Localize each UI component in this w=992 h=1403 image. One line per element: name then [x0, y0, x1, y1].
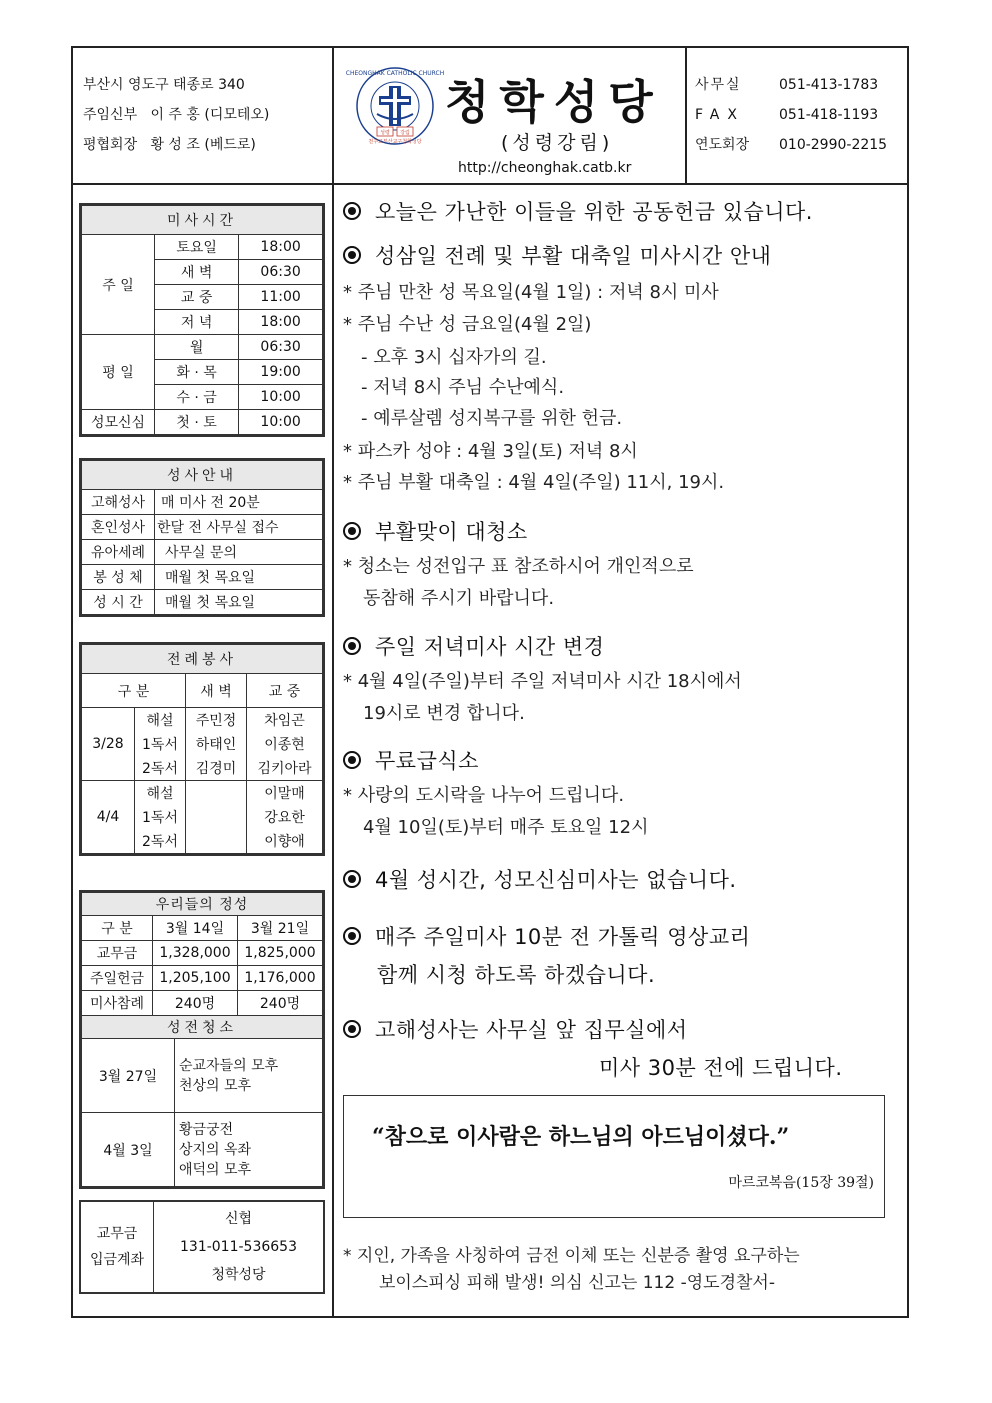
notice-continuation: 미사 30분 전에 드립니다.	[599, 1056, 843, 1080]
sacrament-value: 사무실 문의	[155, 540, 323, 565]
mass-day: 저 녁	[155, 310, 239, 335]
liturgy-name: 이종현	[247, 732, 323, 756]
offerings-header: 3월 21일	[238, 916, 323, 941]
account-table	[81, 1202, 323, 1292]
cleaning-group: 황금궁전	[179, 1121, 234, 1138]
contact-office	[695, 70, 887, 100]
notice-heading	[343, 1014, 688, 1044]
sacrament-value: 매월 첫 목요일	[155, 590, 323, 615]
cleaning-groups	[175, 1039, 323, 1113]
liturgy-table	[81, 644, 323, 854]
cleaning-date: 4월 3일	[82, 1113, 175, 1187]
table-row	[82, 966, 323, 991]
scripture-quote: “참으로 이사람은 하느님의 아드님이셨다.”	[372, 1124, 790, 1150]
sacrament-value: 매월 첫 목요일	[155, 565, 323, 590]
church-url[interactable]: http://cheonghak.catb.kr	[458, 160, 632, 176]
mass-time: 18:00	[239, 235, 323, 260]
council-president: 평협회장 황 성 조 (베드로)	[83, 137, 256, 153]
mass-day: 새 벽	[155, 260, 239, 285]
mass-time: 19:00	[239, 360, 323, 385]
notice-heading	[343, 745, 479, 775]
mass-time: 06:30	[239, 260, 323, 285]
church-logo-icon	[345, 66, 445, 146]
liturgy-name: 이향애	[247, 829, 323, 854]
offering-value: 240명	[153, 991, 238, 1016]
notice-heading-text: 부활맞이 대청소	[375, 520, 528, 544]
contact-value: 051-413-1783	[779, 77, 879, 93]
account-box	[79, 1200, 325, 1294]
header-divider	[332, 48, 334, 183]
notice-line: * 4월 4일(주일)부터 주일 저녁미사 시간 18시에서	[343, 671, 742, 692]
notice-line: * 주님 만찬 성 목요일(4월 1일) : 저녁 8시 미사	[343, 282, 719, 303]
contact-value: 010-2990-2215	[779, 137, 888, 153]
notice-line: 19시로 변경 합니다.	[363, 703, 525, 724]
sunday-label: 주 일	[82, 235, 155, 335]
notice-heading	[343, 864, 737, 894]
offering-value: 1,205,100	[153, 966, 238, 991]
liturgy-date: 3/28	[82, 708, 135, 781]
logo-seal-left: 성령	[380, 130, 390, 136]
notice-heading-text: 고해성사는 사무실 앞 집무실에서	[375, 1018, 688, 1042]
table-row	[82, 1113, 323, 1187]
table-row	[82, 941, 323, 966]
notice-line: * 주님 부활 대축일 : 4월 4일(주일) 11시, 19시.	[343, 472, 725, 493]
notice-heading-text: 무료급식소	[375, 749, 479, 773]
account-holder: 청학성당	[211, 1267, 266, 1283]
bullet-icon	[343, 751, 361, 769]
bullet-icon	[343, 637, 361, 655]
liturgy-role: 해설	[135, 708, 186, 733]
notice-line: * 파스카 성야 : 4월 3일(토) 저녁 8시	[343, 441, 638, 462]
cleaning-group: 상지의 옥좌	[179, 1141, 252, 1158]
table-row	[82, 916, 323, 941]
notice-heading-text: 주일 저녁미사 시간 변경	[375, 635, 605, 659]
offering-label: 교무금	[82, 941, 153, 966]
notice-heading	[343, 921, 750, 951]
liturgy-name: 하태인	[186, 732, 247, 756]
mass-times-table	[81, 205, 323, 435]
notice-line: * 청소는 성전입구 표 참조하시어 개인적으로	[343, 556, 694, 577]
bullet-icon	[343, 927, 361, 945]
contact-value: 051-418-1193	[779, 107, 879, 123]
pastor-name: 주임신부 이 주 홍 (디모테오)	[83, 107, 270, 123]
table-row	[82, 490, 323, 515]
sacrament-label: 봉 성 체	[82, 565, 155, 590]
scripture-quote-box	[343, 1095, 885, 1218]
liturgy-name: 김키아라	[247, 756, 323, 781]
liturgy-date: 4/4	[82, 781, 135, 854]
liturgy-role: 1독서	[135, 805, 186, 829]
bulletin-frame	[71, 46, 909, 1318]
offerings-title: 우리들의 정성	[82, 893, 323, 916]
table-row	[82, 674, 323, 708]
sacrament-label: 고해성사	[82, 490, 155, 515]
mass-day: 수 · 금	[155, 385, 239, 410]
contact-label: 사무실	[695, 77, 742, 93]
notice-line: - 오후 3시 십자가의 길.	[361, 347, 547, 368]
bullet-icon	[343, 870, 361, 888]
liturgy-name: 김경미	[186, 756, 247, 781]
mass-time: 11:00	[239, 285, 323, 310]
weekday-label: 평 일	[82, 335, 155, 410]
notice-line: - 저녁 8시 주님 수난예식.	[361, 377, 565, 398]
mass-time: 06:30	[239, 335, 323, 360]
table-row	[82, 540, 323, 565]
mass-time: 18:00	[239, 310, 323, 335]
sacrament-label: 유아세례	[82, 540, 155, 565]
notice-heading	[343, 240, 771, 270]
warning-line-2: 보이스피싱 피해 발생! 의심 신고는 112 -영도경찰서-	[379, 1273, 775, 1293]
header	[73, 48, 907, 185]
header-divider-right	[685, 48, 687, 183]
church-address: 부산시 영도구 태종로 340	[83, 77, 245, 93]
liturgy-name: 강요한	[247, 805, 323, 829]
table-row	[82, 235, 323, 260]
table-row	[82, 565, 323, 590]
cleaning-group: 애덕의 모후	[179, 1161, 252, 1178]
table-row	[82, 991, 323, 1016]
offerings-box	[79, 890, 325, 1189]
sacrament-value: 한달 전 사무실 접수	[155, 515, 323, 540]
liturgy-header: 새 벽	[186, 674, 247, 708]
mass-day: 토요일	[155, 235, 239, 260]
table-row	[82, 515, 323, 540]
notice-heading	[343, 196, 813, 226]
sacraments-title: 성사안내	[82, 461, 323, 490]
notice-line: * 사랑의 도시락을 나누어 드립니다.	[343, 785, 625, 806]
account-label-line: 교무금	[96, 1226, 138, 1242]
liturgy-header: 교 중	[247, 674, 323, 708]
warning-line-1: * 지인, 가족을 사칭하여 금전 이체 또는 신분증 촬영 요구하는	[343, 1246, 800, 1266]
liturgy-role: 1독서	[135, 732, 186, 756]
sacrament-value: 매 미사 전 20분	[155, 490, 323, 515]
bullet-icon	[343, 522, 361, 540]
sacrament-label: 성 시 간	[82, 590, 155, 615]
account-label	[81, 1202, 154, 1292]
contact-fax	[695, 100, 887, 130]
sacraments-table	[81, 460, 323, 615]
bullet-icon	[343, 202, 361, 220]
mass-day: 첫 · 토	[155, 410, 239, 435]
contact-list	[695, 70, 887, 160]
column-divider	[332, 183, 334, 1318]
account-bank: 신협	[224, 1211, 253, 1227]
offering-value: 1,328,000	[153, 941, 238, 966]
table-row	[82, 590, 323, 615]
cleaning-group: 천상의 모후	[179, 1077, 252, 1094]
notice-heading	[343, 516, 528, 546]
cleaning-groups	[175, 1113, 323, 1187]
scripture-reference: 마르코복음(15장 39절)	[728, 1175, 874, 1191]
mass-day: 교 중	[155, 285, 239, 310]
liturgy-name	[186, 781, 247, 854]
mass-special-label: 성모신심	[82, 410, 155, 435]
table-row	[82, 335, 323, 360]
mass-times-title: 미사시간	[82, 206, 323, 235]
offering-value: 1,825,000	[238, 941, 323, 966]
offering-value: 1,176,000	[238, 966, 323, 991]
church-subtitle: (성령강림)	[501, 132, 614, 154]
liturgy-role: 해설	[135, 781, 186, 806]
bullet-icon	[343, 246, 361, 264]
table-row	[82, 410, 323, 435]
notice-heading-text: 매주 주일미사 10분 전 가톨릭 영상교리	[375, 925, 751, 949]
liturgy-header: 구 분	[82, 674, 186, 708]
liturgy-name: 차임곤	[247, 708, 323, 733]
notice-line: - 예루살렘 성지복구를 위한 헌금.	[361, 408, 623, 429]
notice-line: 4월 10일(토)부터 매주 토요일 12시	[363, 817, 649, 838]
mass-day: 월	[155, 335, 239, 360]
contact-label: FAX	[695, 107, 745, 123]
notice-line: * 주님 수난 성 금요일(4월 2일)	[343, 314, 592, 335]
logo-seal-right: 강림	[400, 130, 410, 136]
mass-times-box	[79, 203, 325, 437]
liturgy-title: 전례봉사	[82, 645, 323, 674]
cleaning-group: 순교자들의 모후	[179, 1057, 279, 1074]
notice-line: 동참해 주시기 바랍니다.	[363, 588, 555, 609]
account-info	[154, 1202, 324, 1292]
contact-yeondo	[695, 130, 887, 160]
bullet-icon	[343, 1020, 361, 1038]
mass-time: 10:00	[239, 385, 323, 410]
cleaning-table	[81, 1038, 323, 1187]
liturgy-name: 이말매	[247, 781, 323, 806]
offerings-header: 구 분	[82, 916, 153, 941]
account-label-line: 입금계좌	[89, 1252, 145, 1268]
offerings-table	[81, 892, 323, 1039]
mass-day: 화 · 목	[155, 360, 239, 385]
table-row	[82, 781, 323, 806]
logo-arc-text: CHEONGHAK CATHOLIC CHURCH	[345, 70, 445, 77]
notice-heading	[343, 631, 604, 661]
mass-time: 10:00	[239, 410, 323, 435]
table-row	[82, 1039, 323, 1113]
header-info	[83, 70, 269, 160]
logo-bottom-text: 천주교부산교구청학성당	[368, 139, 422, 145]
offering-label: 미사참례	[82, 991, 153, 1016]
liturgy-role: 2독서	[135, 829, 186, 854]
liturgy-box	[79, 642, 325, 856]
account-number: 131-011-536653	[180, 1239, 297, 1255]
offering-value: 240명	[238, 991, 323, 1016]
sacrament-label: 혼인성사	[82, 515, 155, 540]
offerings-header: 3월 14일	[153, 916, 238, 941]
table-row	[82, 708, 323, 733]
notice-continuation: 함께 시청 하도록 하겠습니다.	[377, 963, 656, 987]
contact-label: 연도회장	[695, 137, 750, 153]
cleaning-title: 성전청소	[82, 1016, 323, 1039]
notice-heading-text: 4월 성시간, 성모신심미사는 없습니다.	[375, 868, 737, 892]
liturgy-role: 2독서	[135, 756, 186, 781]
church-title: 청학성당	[445, 75, 663, 129]
notice-heading-text: 성삼일 전례 및 부활 대축일 미사시간 안내	[375, 244, 772, 268]
offering-label: 주일헌금	[82, 966, 153, 991]
notice-heading-text: 오늘은 가난한 이들을 위한 공동헌금 있습니다.	[375, 200, 813, 224]
cleaning-date: 3월 27일	[82, 1039, 175, 1113]
liturgy-name: 주민정	[186, 708, 247, 733]
sacraments-box	[79, 458, 325, 617]
